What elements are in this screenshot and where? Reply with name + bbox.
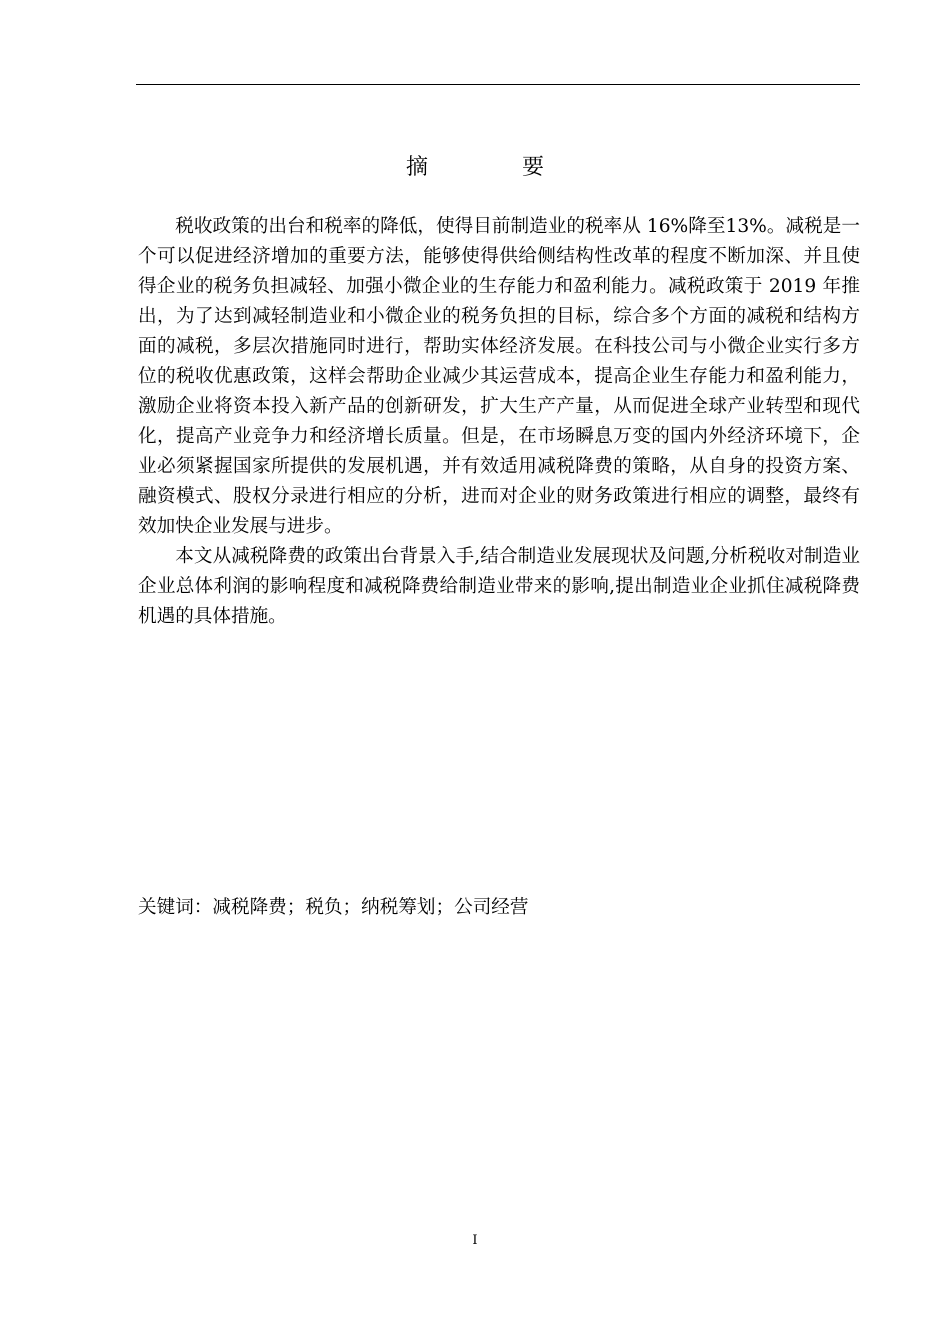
abstract-paragraph-2: 本文从减税降费的政策出台背景入手,结合制造业发展现状及问题,分析税收对制造业企业总体利润的影响程度和减税降费给制造业带来的影响,提出制造业企业抓住减税降费机遇的具体措施。 xyxy=(138,546,860,627)
abstract-title: 摘 要 xyxy=(405,155,580,180)
abstract-paragraph-1: 税收政策的出台和税率的降低，使得目前制造业的税率从 16%降至13%。减税是一个可以促进经济增加的重要方法，能够使得供给侧结构性改革的程度不断加深、并且使得企业的税务负担减轻、加强小微企业的生存能力和盈利能力。减税政策于 2019 年推出，为了达到减轻制造业和小微企业的税务负担的目标，综合多个方面的减税和结构方面的减税，多层次措施同时进行，帮助实体经济发展。在科技公司与小微企业实行多方位的税收优惠政策，这样会帮助企业减少其运营成本，提高企业生存能力和盈利能力，激励企业将资本投入新产品的创新研发，扩大生产产量，从而促进全球产业转型和现代化，提高产业竞争力和经济增长质量。但是，在市场瞬息万变的国内外经济环境下，企业必须紧握国家所提供的发展机遇，并有效适用减税降费的策略，从自身的投资方案、融资模式、股权分录进行相应的分析，进而对企业的财务政策进行相应的调整，最终有效加快企业发展与进步。 xyxy=(138,216,860,537)
abstract-body xyxy=(138,212,860,632)
keywords-label: 关键词： xyxy=(138,897,213,918)
keywords-line xyxy=(138,893,860,923)
header-rule xyxy=(136,84,860,85)
page-number: I xyxy=(472,1233,478,1248)
keywords-value: 减税降费；税负；纳税筹划；公司经营 xyxy=(212,897,529,918)
